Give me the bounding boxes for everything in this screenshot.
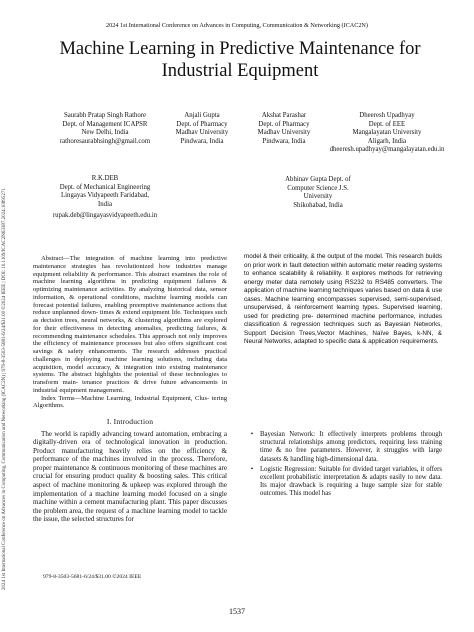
author-name: R.K.DEB: [91, 175, 119, 182]
author-block-1: [50, 112, 160, 146]
bullet-dot-icon: •: [250, 465, 254, 473]
author-affiliation: Dept. of Mechanical Engineering: [59, 183, 151, 191]
author-block-2: [162, 112, 242, 146]
introduction-paragraph: The world is rapidly advancing toward automation, embracing a digitally-driven era of technological innovation in production. Product manufacturing heavily relies on the efficiency & performance of the machines involved in the process. Therefore, proper maintenance & continuous monitoring of these machines are crucial for ensuring product quality & boosting sales. This critical aspect of machine monitoring & upkeep was explored through the implementation of a machine learning model focused on a single machine within a cement manufacturing plant. This paper discusses the problem area, the request of a machine learning model to tackle the issue, the selected structures for: [33, 429, 227, 524]
bullet-list: [244, 431, 442, 499]
author-location: Aligarh, India: [367, 137, 407, 145]
side-doi-strip: [2, 60, 8, 590]
bullet-logistic: Logistic Regression: Suitable for divided target variables, it offers excellent probabilistic interpretation & adapts easily to new data. Its major drawback is requiring a huge sample size for stable outcomes. This model has: [260, 465, 442, 498]
footer-copyright: 979-8-3503-5681-6/24/$31.00 ©2024 IEEE: [43, 574, 142, 580]
author-name: Akshat Parashar: [261, 112, 307, 119]
author-name: Saurabh Pratap Singh Rathore: [63, 112, 147, 119]
author-block-3: [244, 112, 324, 146]
list-item: [244, 431, 442, 464]
author-affiliation: Computer Science J.S.: [287, 184, 349, 192]
conference-header: 2024 1st International Conference on Advances in Computing, Communication & Networking (ICAC2N): [106, 22, 368, 29]
page-number: 1537: [229, 607, 245, 616]
author-email: dheeresh.upadhyay@mangalayatan.edu.in: [329, 146, 445, 154]
author-university: Madhav University: [257, 129, 311, 137]
paper-title: [20, 38, 460, 82]
author-email: rupak.deb@lingayasvidyapeeth.edu.in: [52, 212, 158, 220]
author-location: Shikohabad, India: [293, 201, 343, 209]
author-university: Mangalayatan University: [352, 129, 422, 137]
bullet-bayesian: Bayesian Network: It effectively interprets problems through structural relationships among predictors, requiring less training time & no free parameters. However, it struggles with large datasets & handling high-dimensional data.: [260, 431, 442, 463]
side-doi-text: 2024 1st International Conference on Advances in Computing, Communication and Networking (ICAC2N) | 979-8-3503-5681-6/24/$31.00 ©2024 IEEE | DOI: 10.1109/ICAC2N63387.2024.10895271: [2, 188, 7, 590]
author-name: Dheeresh Upadhyay: [359, 112, 415, 119]
list-item: [244, 466, 442, 499]
author-affiliation: Dept. of EEE: [368, 120, 406, 128]
author-name: Anjali Gupta: [184, 112, 220, 119]
title-line-1: Machine Learning in Predictive Maintenance for: [59, 39, 421, 59]
right-paragraph: model & their criticality, & the output of the model. This research builds on prior work in fault detection within automatic meter reading systems to enhance scalability & reliability. It explores methods for retrieving energy meter data remotely using RS232 to RS485 converters. The application of machine learning techniques varies based on data & use cases. Machine learning encompasses supervised, semi-supervised, unsupervised, & reinforcement learning types. Supervised learning, used for predicting pre- determined machine performance, includes classification & regression techniques such as Bayesian Networks, Support Decision Trees,Vector Machines, Naïve Bayes, k-NN, & Neural Networks, adapted to specific data & application requirements.: [244, 253, 442, 346]
author-block-6: [258, 176, 378, 210]
author-university: University: [303, 193, 333, 201]
author-location: Pindwara, India: [262, 137, 306, 145]
index-terms: Index Terms—Machine Learning, Industrial Equipment, Clus- tering Algorithms.: [33, 394, 227, 410]
left-column: [33, 255, 227, 524]
author-affiliation: Dept. of Pharmacy: [258, 120, 310, 128]
author-email: rathoresaurabhsingh@gmail.com: [59, 137, 151, 145]
author-affiliation: Dept. of Pharmacy: [176, 120, 228, 128]
author-affiliation: Dept. of Management ICAPSR: [62, 120, 148, 128]
abstract: Abstract—The integration of machine learning into predictive maintenance strategies has revolutionized how industries manage equipment reliability & performance. This abstract examines the role of machine learning algorithms in predicting equipment failures & optimizing maintenance activities. By analyzing historical data, sensor information, & operational conditions, machine learning models can forecast potential failures, enabling preemptive maintenance actions that reduce unplanned down- times & extend equipment life. Techniques such as decision trees, neural networks, & clustering algorithms are explored for their effectiveness in detecting anomalies, predicting failures, & recommending maintenance schedules. This approach not only improves the efficiency of maintenance processes but also offers significant cost savings & safety enhancements. The research addresses practical challenges in deploying machine learning solutions, including data acquisition, model accuracy, & integration into existing maintenance systems. The abstract highlights the potential of these technologies to transform main- tenance practices & drive future advancements in industrial equipment management.: [33, 255, 227, 394]
author-university: Madhav University: [175, 129, 229, 137]
author-location: Pindwara, India: [180, 137, 224, 145]
author-location: India: [98, 200, 112, 208]
author-university: Lingayas Vidyapeeth Faridabad,: [61, 192, 149, 200]
section-heading: I. Introduction: [106, 417, 154, 426]
right-column: [244, 253, 442, 347]
author-location: New Delhi, India: [81, 129, 129, 137]
author-name: Abhinav Gupta Dept. of: [285, 176, 351, 183]
author-block-4: [322, 112, 452, 155]
author-block-5: [40, 175, 170, 221]
bullet-dot-icon: •: [250, 431, 254, 438]
title-line-2: Industrial Equipment: [161, 61, 319, 81]
